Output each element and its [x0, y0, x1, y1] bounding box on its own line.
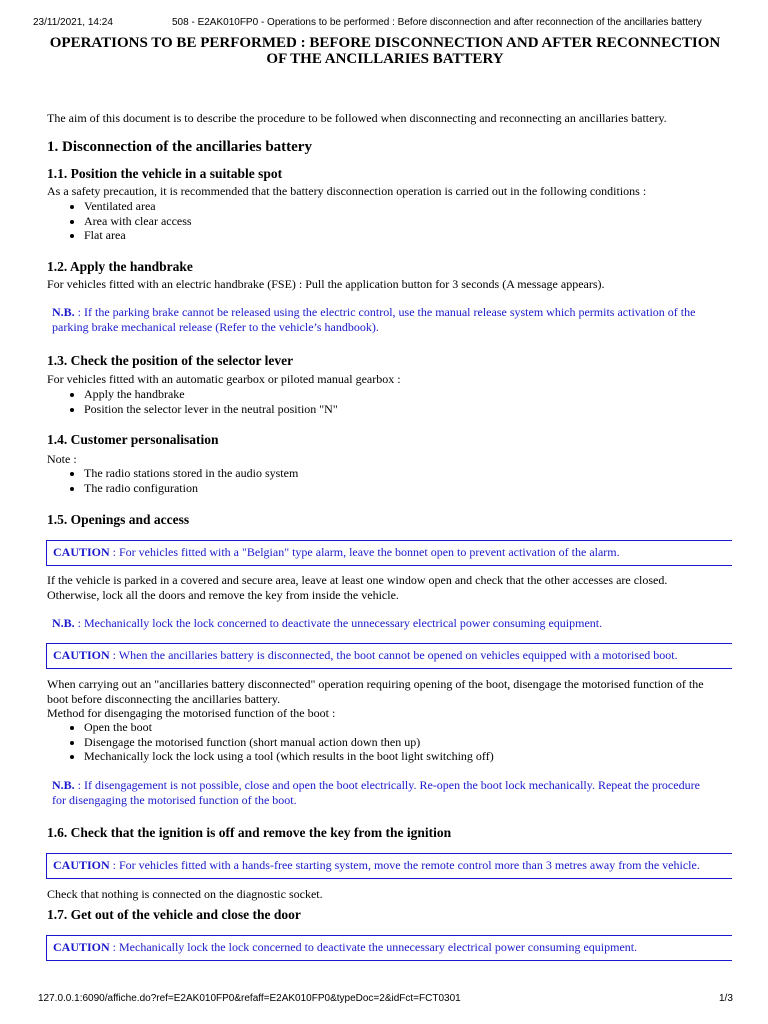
section-1-5-list — [66, 720, 494, 764]
section-1-1-text: As a safety precaution, it is recommended that the battery disconnection operation is carried out in the following conditions : — [47, 184, 647, 198]
list-item: • Ventilated area — [84, 199, 192, 214]
caution-label: CAUTION — [53, 648, 110, 662]
section-1-3-text: For vehicles fitted with an automatic gearbox or piloted manual gearbox : — [47, 372, 401, 386]
nb-label: N.B. — [52, 778, 75, 792]
text-line: boot before disconnecting the ancillaries battery. — [47, 692, 281, 706]
caution-box — [46, 935, 732, 961]
section-1-1-list — [66, 199, 192, 243]
section-1-1-heading: 1.1. Position the vehicle in a suitable spot — [47, 166, 283, 181]
list-item: • Open the boot — [84, 720, 494, 735]
caution-box — [46, 643, 732, 669]
section-1-4-heading: 1.4. Customer personalisation — [47, 432, 219, 447]
caution-text: : Mechanically lock the lock concerned to deactivate the unnecessary electrical power consuming equipment. — [109, 940, 638, 954]
caution-label: CAUTION — [53, 858, 110, 872]
caution-text: : For vehicles fitted with a "Belgian" type alarm, leave the bonnet open to prevent activation of the alarm. — [109, 545, 620, 559]
title-line-2: OF THE ANCILLARIES BATTERY — [266, 51, 504, 67]
section-1-3-list — [66, 387, 338, 416]
list-item: • Flat area — [84, 228, 192, 243]
page-title — [40, 35, 730, 67]
section-1-2-note — [52, 305, 732, 335]
nb-label: N.B. — [52, 305, 75, 319]
print-doc-ref: 508 - E2AK010FP0 - Operations to be performed : Before disconnection and after reconnection of the ancillaries battery — [172, 17, 702, 28]
section-1-4-list — [66, 466, 298, 495]
section-1-5-text-2 — [47, 677, 732, 707]
print-datetime: 23/11/2021, 14:24 — [33, 17, 113, 28]
text-line: When carrying out an "ancillaries battery disconnected" operation requiring opening of the boot, disengage the motorised function of the — [47, 677, 704, 691]
caution-box — [46, 853, 732, 879]
nb-text: : Mechanically lock the lock concerned to deactivate the unnecessary electrical power consuming equipment. — [74, 616, 603, 630]
section-1-5-note-1 — [52, 616, 732, 631]
section-1-2-heading: 1.2. Apply the handbrake — [47, 259, 193, 274]
page-number: 1/3 — [719, 993, 733, 1004]
nb-text: : If disengagement is not possible, close and open the boot electrically. Re-open the boot lock mechanically. Repeat the procedure — [74, 778, 700, 792]
list-item: • Mechanically lock the lock using a tool (which results in the boot light switching off) — [84, 749, 494, 764]
list-item: • The radio stations stored in the audio system — [84, 466, 298, 481]
list-item: • Disengage the motorised function (short manual action down then up) — [84, 735, 494, 750]
section-1-6-heading: 1.6. Check that the ignition is off and remove the key from the ignition — [47, 825, 452, 840]
text-line: Otherwise, lock all the doors and remove the key from inside the vehicle. — [47, 588, 399, 602]
caution-text: : For vehicles fitted with a hands-free starting system, move the remote control more than 3 metres away from the vehicle. — [109, 858, 700, 872]
section-1-4-text: Note : — [47, 452, 77, 466]
list-item: • Position the selector lever in the neutral position "N" — [84, 402, 338, 417]
section-1-5-text-3: Method for disengaging the motorised function of the boot : — [47, 706, 336, 720]
section-1-5-text-1 — [47, 573, 667, 603]
list-item: • Apply the handbrake — [84, 387, 338, 402]
text-line: If the vehicle is parked in a covered and secure area, leave at least one window open and check that the other accesses are closed. — [47, 573, 668, 587]
caution-box — [46, 540, 732, 566]
section-1-6-text: Check that nothing is connected on the diagnostic socket. — [47, 887, 323, 901]
section-1-3-heading: 1.3. Check the position of the selector lever — [47, 353, 294, 368]
caution-label: CAUTION — [53, 940, 110, 954]
intro-text: The aim of this document is to describe the procedure to be followed when disconnecting and reconnecting an ancillaries battery. — [47, 111, 667, 125]
print-url: 127.0.0.1:6090/affiche.do?ref=E2AK010FP0&refaff=E2AK010FP0&typeDoc=2&idFct=FCT0301 — [38, 993, 461, 1004]
caution-text: : When the ancillaries battery is disconnected, the boot cannot be opened on vehicles equipped with a motorised boot. — [109, 648, 678, 662]
caution-label: CAUTION — [53, 545, 110, 559]
nb-text-continued: for disengaging the motorised function of the boot. — [52, 793, 297, 807]
title-line-1: OPERATIONS TO BE PERFORMED : BEFORE DISCONNECTION AND AFTER RECONNECTION — [49, 35, 721, 51]
section-1-2-text: For vehicles fitted with an electric handbrake (FSE) : Pull the application button for 3 seconds (A message appears). — [47, 277, 605, 291]
section-1-5-heading: 1.5. Openings and access — [47, 512, 190, 527]
nb-label: N.B. — [52, 616, 75, 630]
section-1-7-heading: 1.7. Get out of the vehicle and close the door — [47, 907, 301, 922]
section-1-heading: 1. Disconnection of the ancillaries battery — [47, 139, 312, 155]
section-1-5-note-2 — [52, 778, 732, 808]
nb-text: : If the parking brake cannot be released using the electric control, use the manual release system which permits activation of the — [74, 305, 696, 319]
nb-text-continued: parking brake mechanical release (Refer to the vehicle’s handbook). — [52, 320, 379, 334]
list-item: • The radio configuration — [84, 481, 298, 496]
list-item: • Area with clear access — [84, 214, 192, 229]
